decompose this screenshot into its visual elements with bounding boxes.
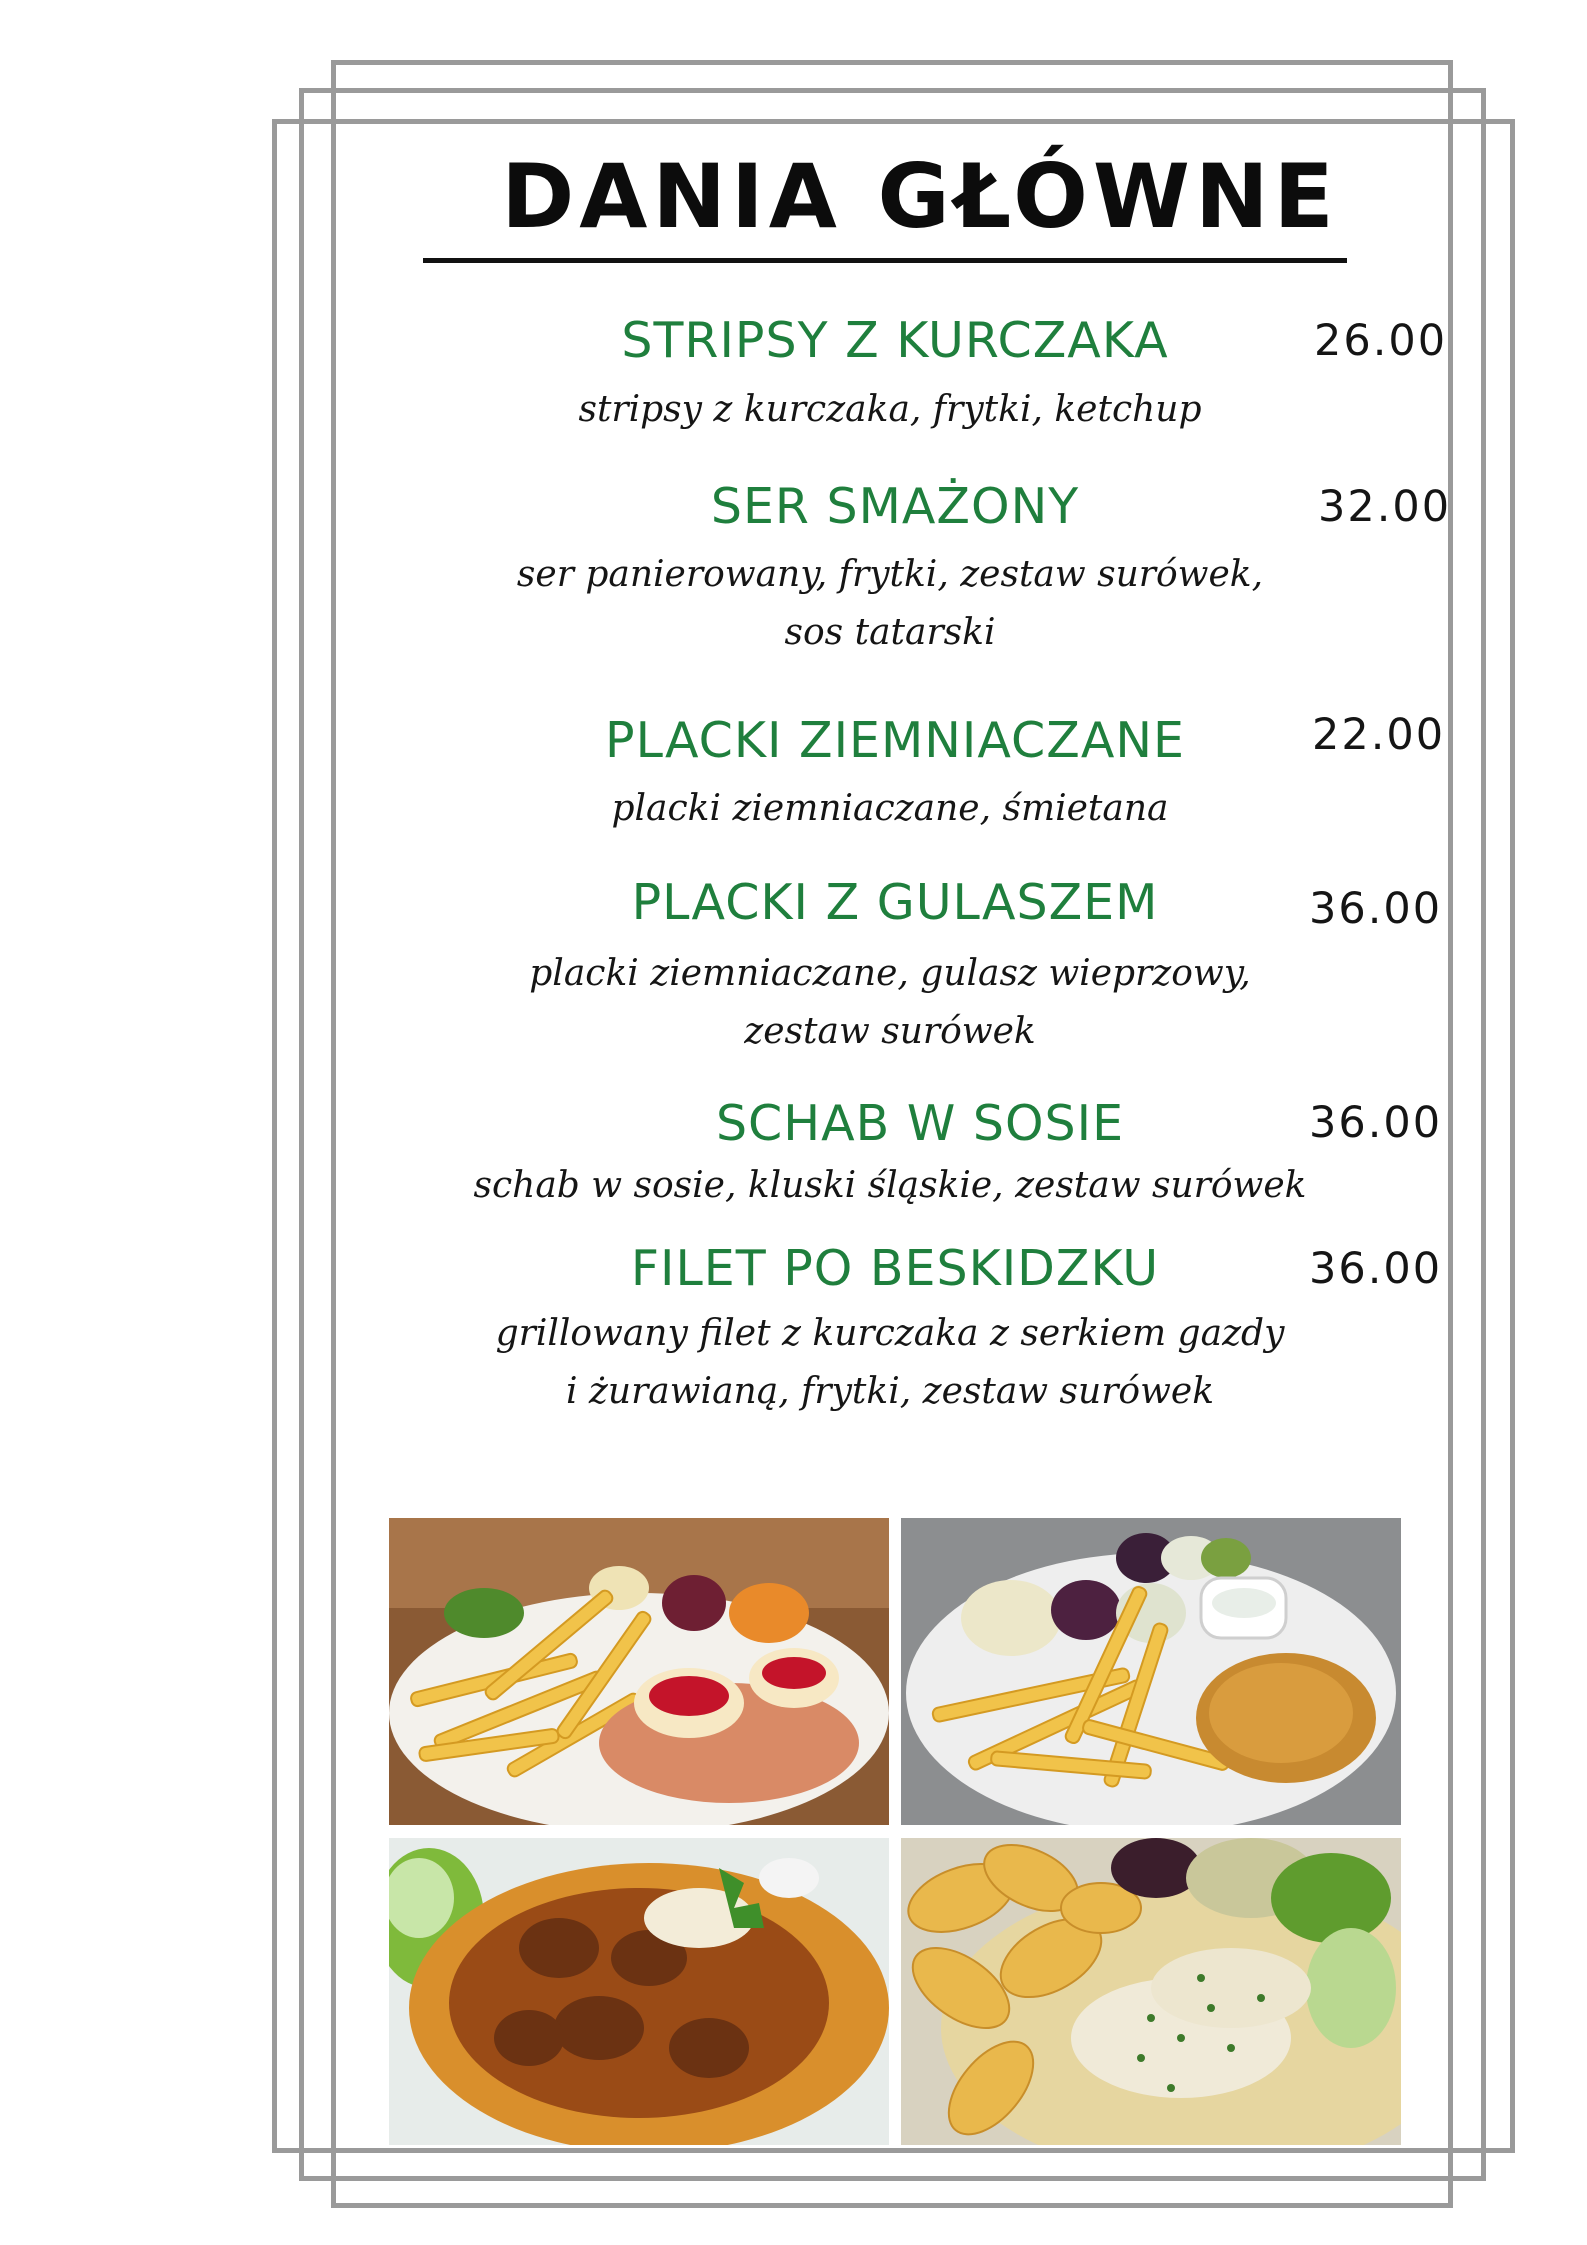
potato-pancakes-goulash-photo <box>389 1838 889 2145</box>
dish-name-schab-w-sosie: SCHAB W SOSIE <box>715 1095 1125 1152</box>
dish-desc-placki-z-gulaszem <box>460 945 1320 1061</box>
fried-cheese-photo <box>901 1518 1401 1825</box>
dish-price-ser-smazony: 32.00 <box>1318 482 1452 532</box>
dish-name-stripsy: STRIPSY Z KURCZAKA <box>621 312 1169 369</box>
dish-price-filet-po-beskidzku: 36.00 <box>1309 1244 1443 1294</box>
dish-desc-line: i żurawianą, frytki, zestaw surówek <box>565 1371 1215 1412</box>
dish-desc-line: stripsy z kurczaka, frytki, ketchup <box>578 389 1202 430</box>
chicken-fillet-photo <box>389 1518 889 1825</box>
dish-name-filet-po-beskidzku: FILET PO BESKIDZKU <box>630 1240 1160 1297</box>
dish-name-placki-ziemniaczane: PLACKI ZIEMNIACZANE <box>605 712 1185 769</box>
dish-desc-line: zestaw surówek <box>744 1011 1036 1052</box>
dish-price-schab-w-sosie: 36.00 <box>1309 1098 1443 1148</box>
dish-name-ser-smazony: SER SMAŻONY <box>710 478 1080 535</box>
dish-desc-filet-po-beskidzku <box>450 1305 1330 1421</box>
dish-desc-line: ser panierowany, frytki, zestaw surówek, <box>516 554 1264 595</box>
dish-desc-line: sos tatarski <box>784 612 996 653</box>
dish-price-placki-ziemniaczane: 22.00 <box>1312 710 1446 760</box>
dish-desc-line: grillowany filet z kurczaka z serkiem gazdy <box>495 1313 1285 1354</box>
dish-desc-line: schab w sosie, kluski śląskie, zestaw surówek <box>473 1165 1307 1206</box>
pork-in-sauce-photo <box>901 1838 1401 2145</box>
dish-price-placki-z-gulaszem: 36.00 <box>1309 884 1443 934</box>
dish-desc-placki-ziemniaczane <box>460 780 1320 838</box>
dish-desc-schab-w-sosie <box>440 1157 1340 1215</box>
dish-name-placki-z-gulaszem: PLACKI Z GULASZEM <box>631 874 1159 931</box>
dish-desc-stripsy <box>460 381 1320 439</box>
title-underline <box>423 258 1347 263</box>
menu-title: DANIA GŁÓWNE <box>501 145 1339 248</box>
dish-desc-ser-smazony <box>460 546 1320 662</box>
dish-desc-line: placki ziemniaczane, śmietana <box>611 788 1169 829</box>
dish-price-stripsy: 26.00 <box>1314 316 1448 366</box>
dish-desc-line: placki ziemniaczane, gulasz wieprzowy, <box>529 953 1251 994</box>
